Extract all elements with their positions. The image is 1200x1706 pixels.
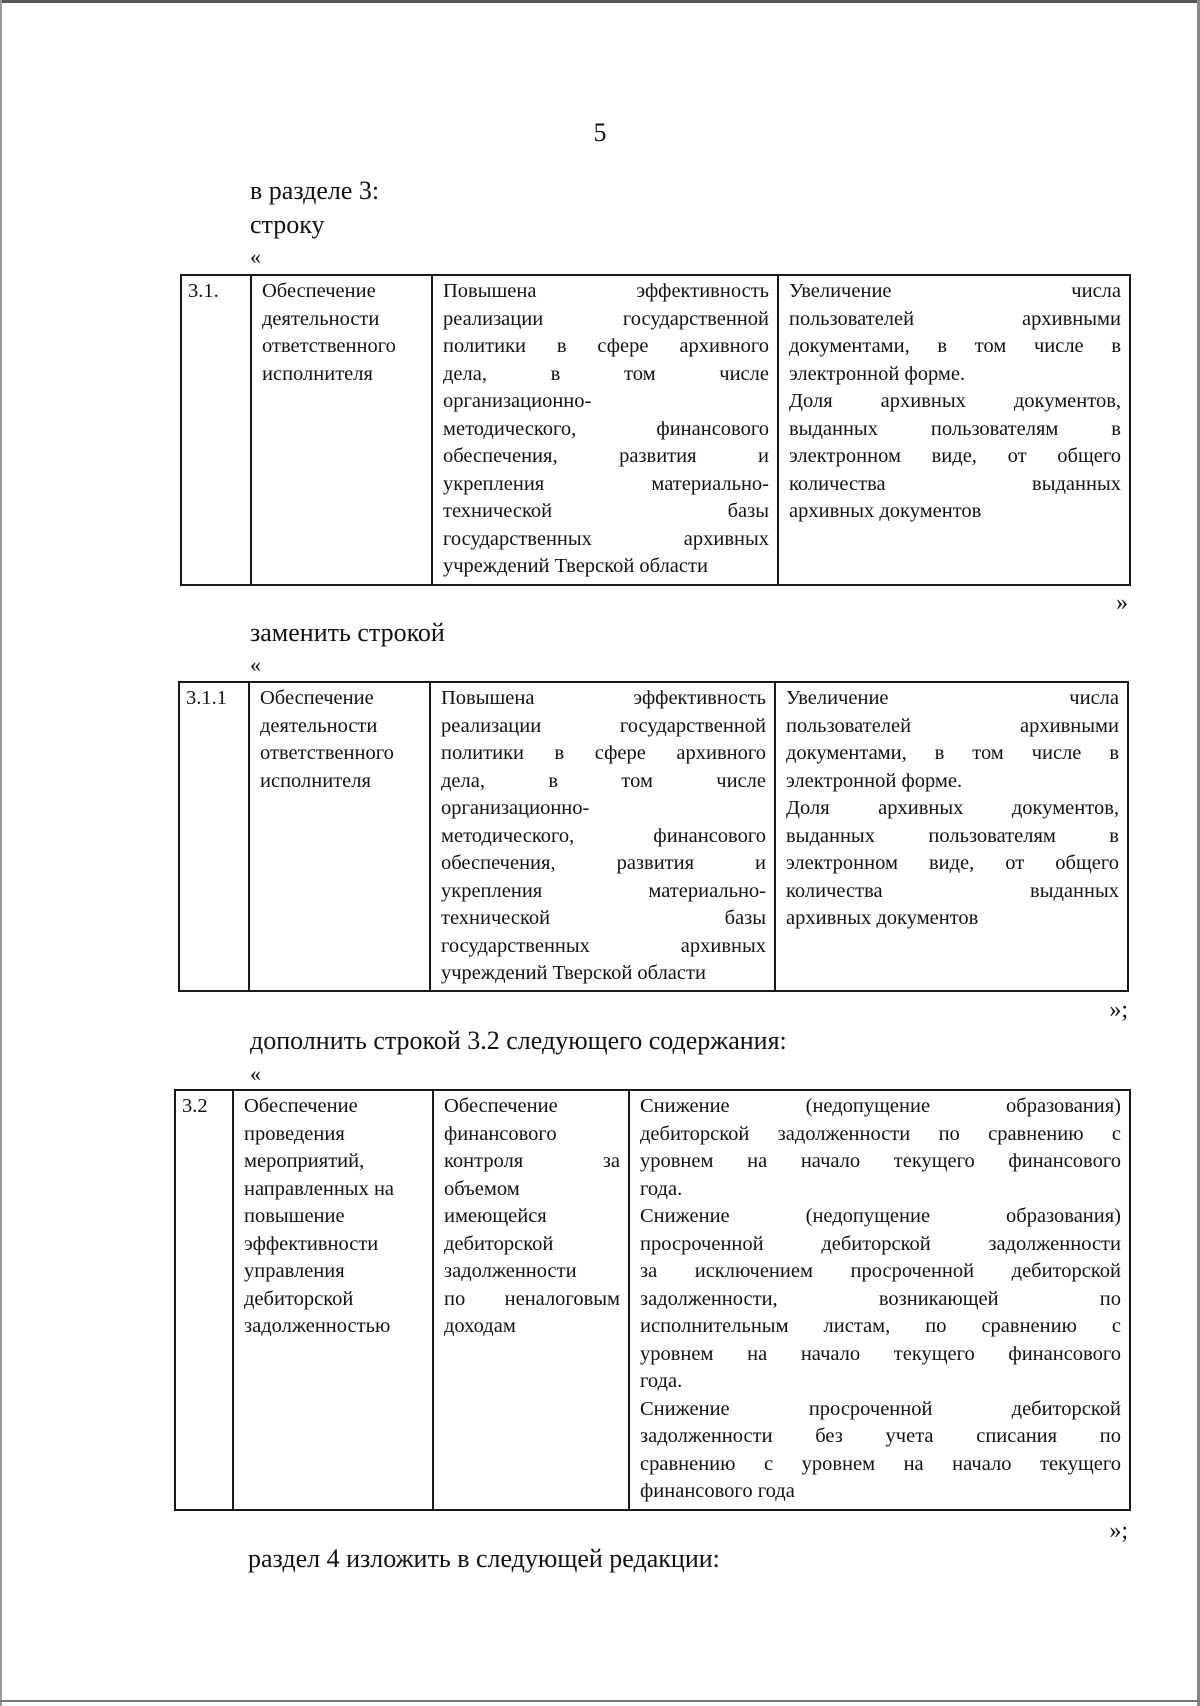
close-quote-2: »; [1109, 997, 1128, 1023]
cell-line: документами, в том числе в [789, 335, 1121, 357]
result-cell [432, 275, 778, 585]
task-cell [249, 682, 430, 991]
cell-line: мероприятий, [244, 1150, 365, 1172]
row-number-cell [175, 1090, 233, 1510]
cell-line: электронной форме. [789, 362, 966, 385]
row-number-cell [181, 275, 251, 585]
cell-line: обеспечения, развития и [441, 852, 766, 874]
cell-line: дебиторской [444, 1232, 554, 1255]
cell-line: дебиторской задолженности по сравнению с [640, 1122, 1121, 1145]
cell-line: реализации государственной [441, 714, 766, 737]
cell-line: архивных документов [789, 500, 982, 522]
cell-line: уровнем на начало текущего финансового [640, 1342, 1121, 1365]
supplement-line: дополнить строкой 3.2 следующего содержания: [250, 1026, 787, 1055]
cell-line: дела, в том числе [443, 362, 769, 385]
cell-line: исполнителя [260, 769, 371, 792]
cell-line: технической базы [443, 500, 769, 522]
cell-line: электронном виде, от общего [786, 852, 1119, 874]
cell-line: задолженности [444, 1260, 577, 1282]
cell-line: финансового года [640, 1480, 795, 1502]
task-cell [233, 1090, 433, 1510]
cell-line: исполнителя [262, 362, 373, 385]
cell-line: количества выданных [786, 879, 1119, 902]
table-new-row [178, 681, 1129, 992]
cell-line: электронном виде, от общего [789, 445, 1121, 467]
cell-line: года. [640, 1177, 683, 1200]
cell-line: Обеспечение [260, 687, 374, 709]
cell-line: пользователей архивными [789, 307, 1121, 330]
cell-line: деятельности [260, 714, 378, 737]
cell-line: исполнительным листам, по сравнению с [640, 1315, 1121, 1337]
cell-line: Обеспечение [444, 1095, 558, 1117]
cell-line: финансового [444, 1122, 557, 1145]
result-cell [430, 682, 775, 991]
cell-line: Повышена эффективность [443, 280, 769, 302]
cell-line: объемом [444, 1177, 520, 1200]
table-add-row [174, 1089, 1131, 1511]
page-number: 5 [593, 118, 607, 147]
cell-line: государственных архивных [443, 527, 769, 550]
cell-line: реализации государственной [443, 307, 769, 330]
cell-line: направленных на [244, 1177, 395, 1200]
cell-line: укрепления материально- [443, 472, 769, 495]
row-number: 3.1.1 [186, 687, 227, 709]
cell-line: сравнению с уровнем на начало текущего [640, 1452, 1121, 1475]
table-row [175, 1090, 1130, 1510]
indicators-cell [629, 1090, 1130, 1510]
cell-line: Доля архивных документов, [786, 797, 1119, 819]
scan-bottom-edge [0, 1700, 1200, 1702]
final-line: раздел 4 изложить в следующей редакции: [248, 1544, 720, 1573]
cell-line: управления [244, 1260, 345, 1282]
cell-line: выданных пользователям в [786, 824, 1119, 847]
cell-line: обеспечения, развития и [443, 445, 769, 467]
cell-line: Обеспечение [244, 1095, 358, 1117]
cell-line: за исключением просроченной дебиторской [640, 1260, 1121, 1282]
cell-line: технической базы [441, 907, 766, 929]
cell-line: Снижение просроченной дебиторской [640, 1397, 1121, 1420]
row-number-cell [179, 682, 249, 991]
open-quote-1: « [250, 244, 261, 269]
indicators-cell [775, 682, 1128, 991]
table-row [179, 682, 1128, 991]
cell-line: задолженности, возникающей по [640, 1287, 1121, 1310]
cell-line: выданных пользователям в [789, 417, 1121, 440]
table-old-row [180, 274, 1131, 586]
cell-line: Повышена эффективность [441, 687, 766, 709]
cell-line: организационно- [443, 390, 592, 412]
cell-line: просроченной дебиторской задолженности [640, 1232, 1121, 1255]
cell-line: государственных архивных [441, 934, 766, 957]
replace-line: заменить строкой [250, 618, 445, 647]
cell-line: проведения [244, 1122, 345, 1145]
cell-line: контроля за [444, 1150, 620, 1172]
cell-line: задолженностью [244, 1315, 391, 1337]
scan-left-edge [0, 0, 2, 1706]
cell-line: дебиторской [244, 1287, 354, 1310]
row-number: 3.1. [188, 280, 219, 302]
cell-line: ответственного [260, 742, 394, 764]
cell-line: года. [640, 1370, 683, 1392]
cell-line: Доля архивных документов, [789, 390, 1121, 412]
row-number: 3.2 [182, 1095, 208, 1117]
cell-line: Обеспечение [262, 280, 376, 302]
table-row [181, 275, 1130, 585]
cell-line: политики в сфере архивного [443, 335, 769, 357]
cell-line: повышение [244, 1205, 345, 1227]
task-cell [251, 275, 432, 585]
cell-line: задолженности без учета списания по [640, 1425, 1121, 1447]
close-quote-3: »; [1109, 1518, 1128, 1544]
cell-line: Увеличение числа [789, 280, 1121, 302]
cell-line: дела, в том числе [441, 769, 766, 792]
cell-line: пользователей архивными [786, 714, 1119, 737]
cell-line: уровнем на начало текущего финансового [640, 1150, 1121, 1172]
cell-line: ответственного [262, 335, 396, 357]
cell-line: политики в сфере архивного [441, 742, 766, 764]
cell-line: Снижение (недопущение образования) [640, 1205, 1121, 1227]
row-word: строку [250, 210, 325, 239]
cell-line: количества выданных [789, 472, 1121, 495]
cell-line: эффективности [244, 1232, 379, 1255]
cell-line: Снижение (недопущение образования) [640, 1095, 1121, 1117]
open-quote-2: « [250, 652, 261, 677]
cell-line: Увеличение числа [786, 687, 1119, 709]
indicators-cell [778, 275, 1130, 585]
cell-line: учреждений Тверской области [441, 962, 706, 984]
cell-line: имеющейся [444, 1205, 547, 1227]
cell-line: методического, финансового [443, 417, 769, 440]
cell-line: организационно- [441, 797, 590, 819]
cell-line: по неналоговым [444, 1287, 620, 1310]
open-quote-3: « [250, 1061, 261, 1086]
cell-line: укрепления материально- [441, 879, 766, 902]
cell-line: деятельности [262, 307, 380, 330]
cell-line: электронной форме. [786, 769, 963, 792]
cell-line: документами, в том числе в [786, 742, 1119, 764]
result-cell [433, 1090, 629, 1510]
scan-top-edge [0, 0, 1200, 3]
cell-line: доходам [444, 1315, 516, 1337]
section-intro: в разделе 3: [250, 176, 380, 205]
cell-line: архивных документов [786, 907, 979, 929]
cell-line: методического, финансового [441, 824, 766, 847]
cell-line: учреждений Тверской области [443, 555, 708, 577]
close-quote-1: » [1116, 590, 1128, 616]
